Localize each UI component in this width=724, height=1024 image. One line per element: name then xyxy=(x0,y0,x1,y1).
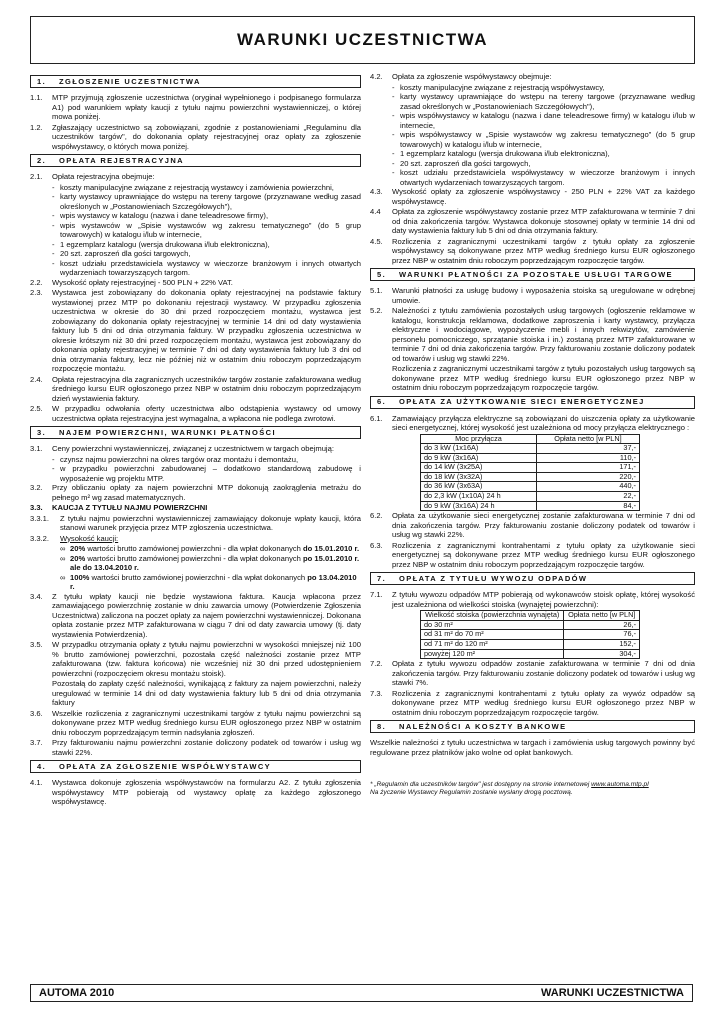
list-item: - wpis współwystawcy w katalogu (nazwa i dane teleadresowe firmy) w katalogu i/lub w internecie, xyxy=(392,111,695,130)
section-7-header: 7. OPŁATA Z TYTUŁU WYWOZU ODPADÓW xyxy=(370,572,695,585)
table-row: do 14 kW (3x25A) 171,- xyxy=(421,463,640,473)
item-1-2: 1.2. Zgłaszający uczestnictwo są zobowiązani, zgodnie z postanowieniami „Regulaminu dla uczestników targów", do dokonania opłaty rejestracyjnej oraz opłaty za zgłoszenie współwystawcy, o których mowa poniżej. xyxy=(30,122,361,151)
table-row: od 31 m² do 70 m² 76,- xyxy=(421,630,640,640)
table-row: od 71 m² do 120 m² 152,- xyxy=(421,640,640,650)
item-3-7: 3.7. Przy fakturowaniu najmu powierzchni zostanie doliczony podatek od towarów i usług wg stawki 22%. xyxy=(30,738,361,757)
table-row: do 9 kW (3x16A) 24 h 84,- xyxy=(421,501,640,511)
footer-right: WARUNKI UCZESTNICTWA xyxy=(541,987,684,999)
item-1-1: 1.1. MTP przyjmują zgłoszenie uczestnictwa (oryginał wypełnionego i podpisanego formularza A1) pod warunkiem wpłaty kaucji z tytułu najmu powierzchni wystawienniczej, o której mowa poniżej. xyxy=(30,93,361,121)
list-item: - wpis wystawcy w katalogu (nazwa i dane teleadresowe firmy), xyxy=(52,211,269,220)
item-4-3: 4.3. Wysokość opłaty za zgłoszenie współwystawcy - 250 PLN + 22% VAT za każdego współwystawcę. xyxy=(370,187,695,206)
item-2-5: 2.5. W przypadku odwołania oferty uczestnictwa albo odstąpienia wystawcy od umowy uczestnictwa opłata rejestracyjna jest wymagalna, a wpłacona nie podlega zwrotowi. xyxy=(30,404,361,423)
item-7-1: 7.1. Z tytułu wywozu odpadów MTP pobierają od wykonawców stoisk opłatę, której wysokość jest uzależniona od wielkości stoiska (wynajętej powierzchni): xyxy=(370,590,695,609)
list-item: - karty wystawcy uprawniające do wstępu na tereny targowe (przyznawane według zasad określonych w „Postanowieniach Szczegółowych"), xyxy=(52,192,361,211)
table-row: do 30 m² 26,- xyxy=(421,620,640,630)
section-3-header: 3. NAJEM POWIERZCHNI, WARUNKI PŁATNOŚCI xyxy=(30,426,361,439)
item-3-5-continued: Pozostałą do zapłaty część należności, wynikającą z faktury za najem powierzchni, należy uregulować w terminie 14 dni od daty wystawienia faktury lub 5 dni od dnia otrzymania faktury xyxy=(52,679,361,707)
table-row: do 3 kW (1x16A) 37,- xyxy=(421,444,640,454)
item-6-3: 6.3. Rozliczenia z zagranicznymi kontrahentami z tytułu opłaty za użytkowanie sieci energetycznej są dokonywane przez MTP według średniego kursu EUR ogłoszonego przez NBP w ostatnim dniu roboczym poprzedzającym rozpoczęcie targów. xyxy=(370,540,695,569)
list-item: - wpis współwystawcy w „Spisie wystawców wg zakresu tematycznego" (do 5 grup towarowych) w katalogu i/lub w internecie, xyxy=(392,130,695,149)
item-3-4: 3.4. Z tytułu wpłaty kaucji nie będzie wystawiona faktura. Kaucja wpłacona przez zamawiającego powierzchnię zostanie w dniu zawarcia umowy (Potwierdzenie Zgłoszenia Uczestnictwa) zaliczona na poczet opłaty za najem powierzchni wystawienniczej. Dokonana opłata zostanie przez MTP zafakturowana w ciągu 7 dni od daty zawarcia umowy (tj. daty wystawienia Potwierdzenia). xyxy=(30,591,361,639)
section-5-header: 5. WARUNKI PŁATNOŚCI ZA POZOSTAŁE USŁUGI TARGOWE xyxy=(370,268,695,281)
item-3-5: 3.5. W przypadku otrzymania opłaty z tytułu najmu powierzchni w wysokości mniejszej niż 100 % brutto zamówionej powierzchni, pozostała część należności zostanie przez MTP zafakturowana (tzw. faktura końcowa) nie wcześniej niż 30 dni przed udostępnieniem powierzchni (rozpoczęciem okresu montażu stoisk). xyxy=(30,640,361,678)
item-3-3: 3.3. KAUCJA Z TYTUŁU NAJMU POWIERZCHNI xyxy=(30,503,208,512)
waste-fee-table xyxy=(420,610,640,659)
section-8-header: 8. NALEŻNOŚCI A KOSZTY BANKOWE xyxy=(370,720,695,733)
table-row: powyżej 120 m² 304,- xyxy=(421,649,640,659)
list-item: - koszty manipulacyjne związane z rejestracją wystawcy i zamówienia powierzchni, xyxy=(52,182,334,192)
item-2-1: 2.1. Opłata rejestracyjna obejmuje: xyxy=(30,172,155,181)
item-7-3: 7.3. Rozliczenia z zagranicznymi kontrahentami z tytułu opłaty za wywóz odpadów są dokonywane przez MTP według średniego kursu EUR ogłoszonego przez NBP w ostatnim dniu roboczym poprzedzającym rozpoczęcie targów. xyxy=(370,688,695,717)
deposit-item: ∞ 100% wartości brutto zamówionej powierzchni - dla wpłat dokonanych po 13.04.2010 r. xyxy=(60,572,357,591)
item-3-3-1: 3.3.1. Z tytułu najmu powierzchni wystawienniczej zamawiający dokonuje wpłaty kaucji, która stanowi warunek przyjęcia przez MTP zgłoszenia uczestnictwa. xyxy=(30,513,361,532)
section-1-header: 1. ZGŁOSZENIE UCZESTNICTWA xyxy=(30,75,361,88)
list-item: - koszt udziału przedstawiciela współwystawcy w wieczorze branżowym i innych otwartych wydarzeniach towarzyszących targom. xyxy=(392,168,695,187)
left-column xyxy=(30,72,361,808)
item-2-2: 2.2. Wysokość opłaty rejestracyjnej - 500 PLN + 22% VAT. xyxy=(30,277,233,287)
section-2-header: 2. OPŁATA REJESTRACYJNA xyxy=(30,154,361,167)
item-4-4: 4.4 Opłata za zgłoszenie współwystawcy zostanie przez MTP zafakturowana w terminie 7 dni od dnia zakończenia targów. Wystawca dokonuje stosownej opłaty w terminie 14 dni od daty wystawienia faktury lub 5 dni od dnia otrzymania faktury. xyxy=(370,207,695,235)
list-item: - 1 egzemplarz katalogu (wersja drukowana i/lub elektroniczna), xyxy=(52,239,270,249)
list-item: - w przypadku powierzchni zabudowanej – dodatkowo standardową zabudowę i wyposażenie wg projektu MTP. xyxy=(52,464,361,483)
deposit-item: ∞ 20% wartości brutto zamówionej powierzchni - dla wpłat dokonanych po 15.01.2010 r. ale do 13.04.2010 r. xyxy=(60,553,360,572)
item-4-2: 4.2. Opłata za zgłoszenie współwystawcy obejmuje: xyxy=(370,72,552,81)
item-5-2: 5.2. Należności z tytułu zamówienia pozostałych usług targowych (ogłoszenie reklamowe w katalogu, konstrukcja reklamowa, dodatkowe zaproszenia i karty wystawcy, przyłącza elektryczne i wodociągowe, wypożyczenie mebli i innych rekwizytów, zamówienie personelu pomocniczego, sprzątanie stoiska i in.) zostaną przez MTP zafakturowane w terminie 7 dni od dnia zakończenia targów. Przy fakturowaniu zostanie doliczony podatek od towarów i usług wg stawki 22%. xyxy=(370,306,695,363)
item-2-3: 2.3. Wystawca jest zobowiązany do dokonania opłaty rejestracyjnej na podstawie faktury wystawionej przez MTP po dokonaniu rejestracji wystawcy. W przypadku zgłoszenia uczestnictwa w okresie do 30 dni przed rozpoczęciem montażu, wystawca jest zobowiązany do dokonania opłaty rejestracyjnej w terminie 14 dni od daty wystawienia faktury lub 5 dni od dnia otrzymania faktury. W przypadku zgłoszenia uczestnictwa w okresie krótszym niż 30 dni przed rozpoczęciem montażu, wystawca jest zobowiązany do dokonania opłaty rejestracyjnej w terminie 7 dni od daty wystawienia faktury lub 3 dni od dnia otrzymania faktury, lecz nie później niż w ostatnim dniu roboczym poprzedzającym rozpoczęcie montażu. xyxy=(30,288,361,373)
table-row: do 9 kW (3x16A) 110,- xyxy=(421,453,640,463)
list-item: - wpis wystawców w „Spisie wystawców wg zakresu tematycznego" (do 5 grup towarowych) w katalogu i/lub w internecie, xyxy=(52,220,361,239)
page-title: WARUNKI UCZESTNICTWA xyxy=(237,30,488,49)
section-8-text: Wszelkie należności z tytułu uczestnictwa w targach i zamówienia usług targowych powinny być regulowane przez płatników jako wolne od opłat bankowych. xyxy=(370,738,695,757)
item-2-4: 2.4. Opłata rejestracyjna dla zagranicznych uczestników targów zostanie zafakturowana według średniego kursu EUR ogłoszonego przez NBP w ostatnim dniu roboczym poprzedzającym dzień wystawienia faktury. xyxy=(30,374,361,403)
footnote-link[interactable]: www.automa.mtp.pl xyxy=(591,781,649,789)
item-7-2: 7.2. Opłata z tytułu wywozu odpadów zostanie zafakturowana w terminie 7 dni od dnia zakończenia targów. Przy fakturowaniu zostanie doliczony podatek od towarów i usług wg stawki 7%. xyxy=(370,659,695,688)
list-item: - 20 szt. zaproszeń dla gości targowych, xyxy=(52,249,191,258)
list-item: - koszty manipulacyjne związane z rejestracją współwystawcy, xyxy=(392,82,605,92)
power-fee-table xyxy=(420,434,640,512)
table-row: do 2,3 kW (1x10A) 24 h 22,- xyxy=(421,492,640,502)
section-6-header: 6. OPŁATA ZA UŻYTKOWANIE SIECI ENERGETYCZNEJ xyxy=(370,396,695,409)
item-3-3-2: 3.3.2. Wysokość kaucji: xyxy=(30,533,119,543)
footer-left: AUTOMA 2010 xyxy=(39,987,115,999)
title-box xyxy=(30,16,695,64)
item-5-2-continued: Rozliczenia z zagranicznymi uczestnikami targów z tytułu pozostałych usług targowych są dokonywane przez MTP według średniego kursu EUR ogłoszonego przez NBP w ostatnim dniu roboczym poprzedzającym rozpoczęcie targów. xyxy=(392,364,695,392)
list-item: - czynsz najmu powierzchni na okres targów oraz montażu i demontażu, xyxy=(52,454,299,464)
right-column xyxy=(370,72,695,797)
item-6-2: 6.2. Opłata za użytkowanie sieci energetycznej zostanie zafakturowana w terminie 7 dni od dnia zakończenia targów. Przy fakturowaniu zostanie doliczony podatek od towarów i usług wg stawki 22%. xyxy=(370,511,695,540)
item-3-2: 3.2. Przy obliczaniu opłaty za najem powierzchni MTP dokonują zaokrąglenia metrażu do pełnego m² wg zasad matematycznych. xyxy=(30,483,361,502)
item-3-6: 3.6. Wszelkie rozliczenia z zagranicznymi uczestnikami targów z tytułu najmu powierzchni są dokonywane przez MTP według średniego kursu EUR ogłoszonego przez NBP w ostatnim dniu roboczym poprzedzającym termin nadsyłania zgłoszeń. xyxy=(30,708,361,737)
footer-bar xyxy=(30,984,693,1002)
item-4-5: 4.5. Rozliczenia z zagranicznymi uczestnikami targów z tytułu opłaty za zgłoszenie współwystawcy są dokonywane przez MTP według średniego kursu EUR ogłoszonego przez NBP w ostatnim dniu roboczym poprzedzającym rozpoczęcie targów. xyxy=(370,236,695,265)
item-5-1: 5.1. Warunki płatności za usługę budowy i wyposażenia stoiska są uregulowane w odrębnej umowie. xyxy=(370,286,695,305)
item-4-1: 4.1. Wystawca dokonuje zgłoszenia współwystawców na formularzu A2. Z tytułu zgłoszenia współwystawcy MTP pobierają od wystawcy opłatę za każdego zgłoszonego współwystawcę. xyxy=(30,778,361,806)
table-header-row: Wielkość stoiska (powierzchnia wynajęta) Opłata netto [w PLN] xyxy=(421,611,640,621)
list-item: - 20 szt. zaproszeń dla gości targowych, xyxy=(392,158,531,168)
item-3-1: 3.1. Ceny powierzchni wystawienniczej, związanej z uczestnictwem w targach obejmują: xyxy=(30,444,334,453)
table-header-row: Moc przyłącza Opłata netto [w PLN] xyxy=(421,434,640,444)
deposit-item: ∞ 20% wartości brutto zamówionej powierzchni - dla wpłat dokonanych do 15.01.2010 r. xyxy=(60,544,360,553)
list-item: - koszt udziału przedstawiciela wystawcy w wieczorze branżowym i innych otwartych wydarzeniach towarzyszących targom. xyxy=(52,258,361,277)
item-6-1: 6.1. Zamawiający przyłącza elektryczne są zobowiązani do uiszczenia opłaty za użytkowanie sieci energetycznej, której wysokość jest uzależniona od mocy przyłącza elektrycznego : xyxy=(370,413,695,432)
list-item: - 1 egzemplarz katalogu (wersja drukowana i/lub elektroniczna), xyxy=(392,149,610,158)
table-row: do 18 kW (3x32A) 220,- xyxy=(421,472,640,482)
table-row: do 36 kW (3x63A) 440,- xyxy=(421,482,640,492)
section-4-header: 4. OPŁATA ZA ZGŁOSZENIE WSPÓŁWYSTAWCY xyxy=(30,760,361,773)
footnote: * „Regulamin dla uczestników targów" jest dostępny na stronie internetowej www.automa.mtp.pl Na życzenie Wystawcy Regulamin zostanie wysłany drogą pocztową. xyxy=(370,781,649,797)
list-item: - karty wystawcy uprawniające do wstępu na tereny targowe (przyznawane według zasad określonych w „Postanowieniach Szczegółowych"), xyxy=(392,92,695,111)
